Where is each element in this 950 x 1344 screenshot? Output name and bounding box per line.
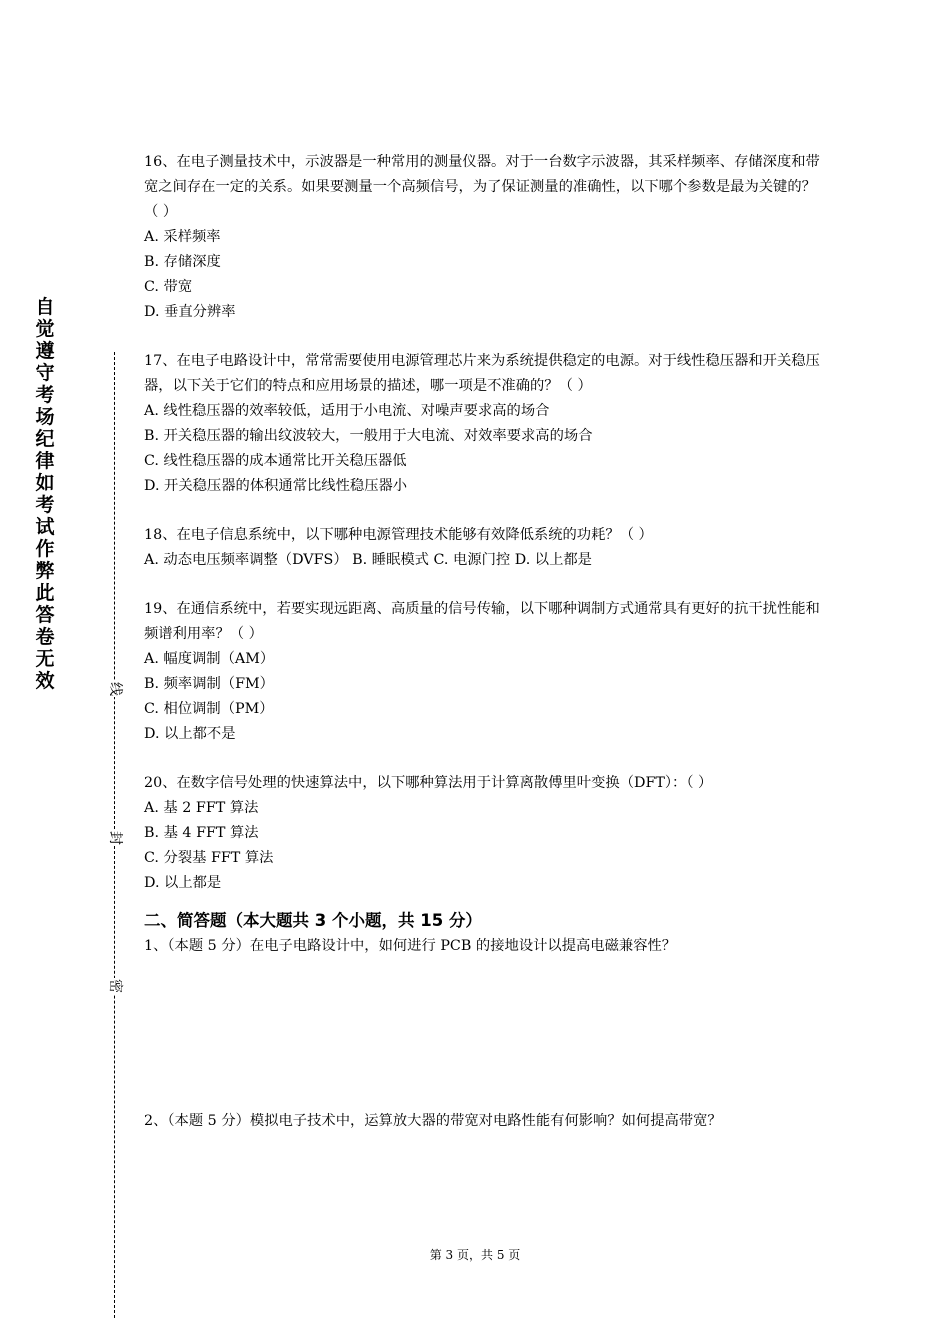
seal-mark-secret: 密 — [107, 979, 123, 993]
section-title: 二、简答题（本大题共 3 个小题，共 15 分） — [144, 911, 482, 930]
option-c: C. 带宽 — [144, 279, 193, 295]
question-text: 18、在电子信息系统中，以下哪种电源管理技术能够有效降低系统的功耗？（ ） — [144, 527, 653, 543]
seal-mark-seal: 封 — [107, 831, 123, 845]
option-b: B. 存储深度 — [144, 254, 221, 270]
exam-content — [144, 150, 824, 1134]
option-c: C. 相位调制（PM） — [144, 701, 274, 717]
question-20 — [144, 771, 824, 896]
short-answer-2: 2、（本题 5 分）模拟电子技术中，运算放大器的带宽对电路性能有何影响？如何提高带宽？ — [144, 1113, 722, 1129]
option-a: A. 采样频率 — [144, 229, 221, 245]
answer-space — [144, 959, 824, 1109]
option-d: D. 垂直分辨率 — [144, 304, 236, 320]
option-a: A. 幅度调制（AM） — [144, 651, 275, 667]
question-text: 17、在电子电路设计中，常常需要使用电源管理芯片来为系统提供稳定的电源。对于线性稳压器和开关稳压器，以下关于它们的特点和应用场景的描述，哪一项是不准确的？（ ） — [144, 353, 820, 394]
question-16 — [144, 150, 824, 325]
option-d: D. 开关稳压器的体积通常比线性稳压器小 — [144, 478, 408, 494]
option-b: B. 频率调制（FM） — [144, 676, 274, 692]
page-number: 第 3 页，共 5 页 — [429, 1248, 521, 1262]
question-19 — [144, 597, 824, 747]
option-d: D. 以上都是 — [144, 875, 222, 891]
exam-discipline-warning: 自 觉 遵 守 考 场 纪 律 如 考 试 作 弊 此 答 卷 无 效 — [35, 296, 55, 692]
options-inline: A. 动态电压频率调整（DVFS） B. 睡眠模式 C. 电源门控 D. 以上都是 — [144, 552, 592, 568]
option-a: A. 线性稳压器的效率较低，适用于小电流、对噪声要求高的场合 — [144, 403, 550, 419]
option-b: B. 开关稳压器的输出纹波较大，一般用于大电流、对效率要求高的场合 — [144, 428, 593, 444]
question-text: 20、在数字信号处理的快速算法中，以下哪种算法用于计算离散傅里叶变换（DFT）：（ ） — [144, 775, 713, 791]
short-answer-1: 1、（本题 5 分）在电子电路设计中，如何进行 PCB 的接地设计以提高电磁兼容性？ — [144, 938, 677, 954]
option-c: C. 线性稳压器的成本通常比开关稳压器低 — [144, 453, 407, 469]
question-18 — [144, 523, 824, 573]
seal-mark-line: 线 — [107, 682, 123, 696]
question-17 — [144, 349, 824, 499]
question-text: 16、在电子测量技术中，示波器是一种常用的测量仪器。对于一台数字示波器，其采样频率、存储深度和带宽之间存在一定的关系。如果要测量一个高频信号，为了保证测量的准确性，以下哪个参数是最为关键的？（ ） — [144, 154, 820, 220]
option-c: C. 分裂基 FFT 算法 — [144, 850, 274, 866]
question-text: 19、在通信系统中，若要实现远距离、高质量的信号传输，以下哪种调制方式通常具有更好的抗干扰性能和频谱利用率？（ ） — [144, 601, 820, 642]
option-d: D. 以上都不是 — [144, 726, 236, 742]
option-b: B. 基 4 FFT 算法 — [144, 825, 259, 841]
option-a: A. 基 2 FFT 算法 — [144, 800, 259, 816]
